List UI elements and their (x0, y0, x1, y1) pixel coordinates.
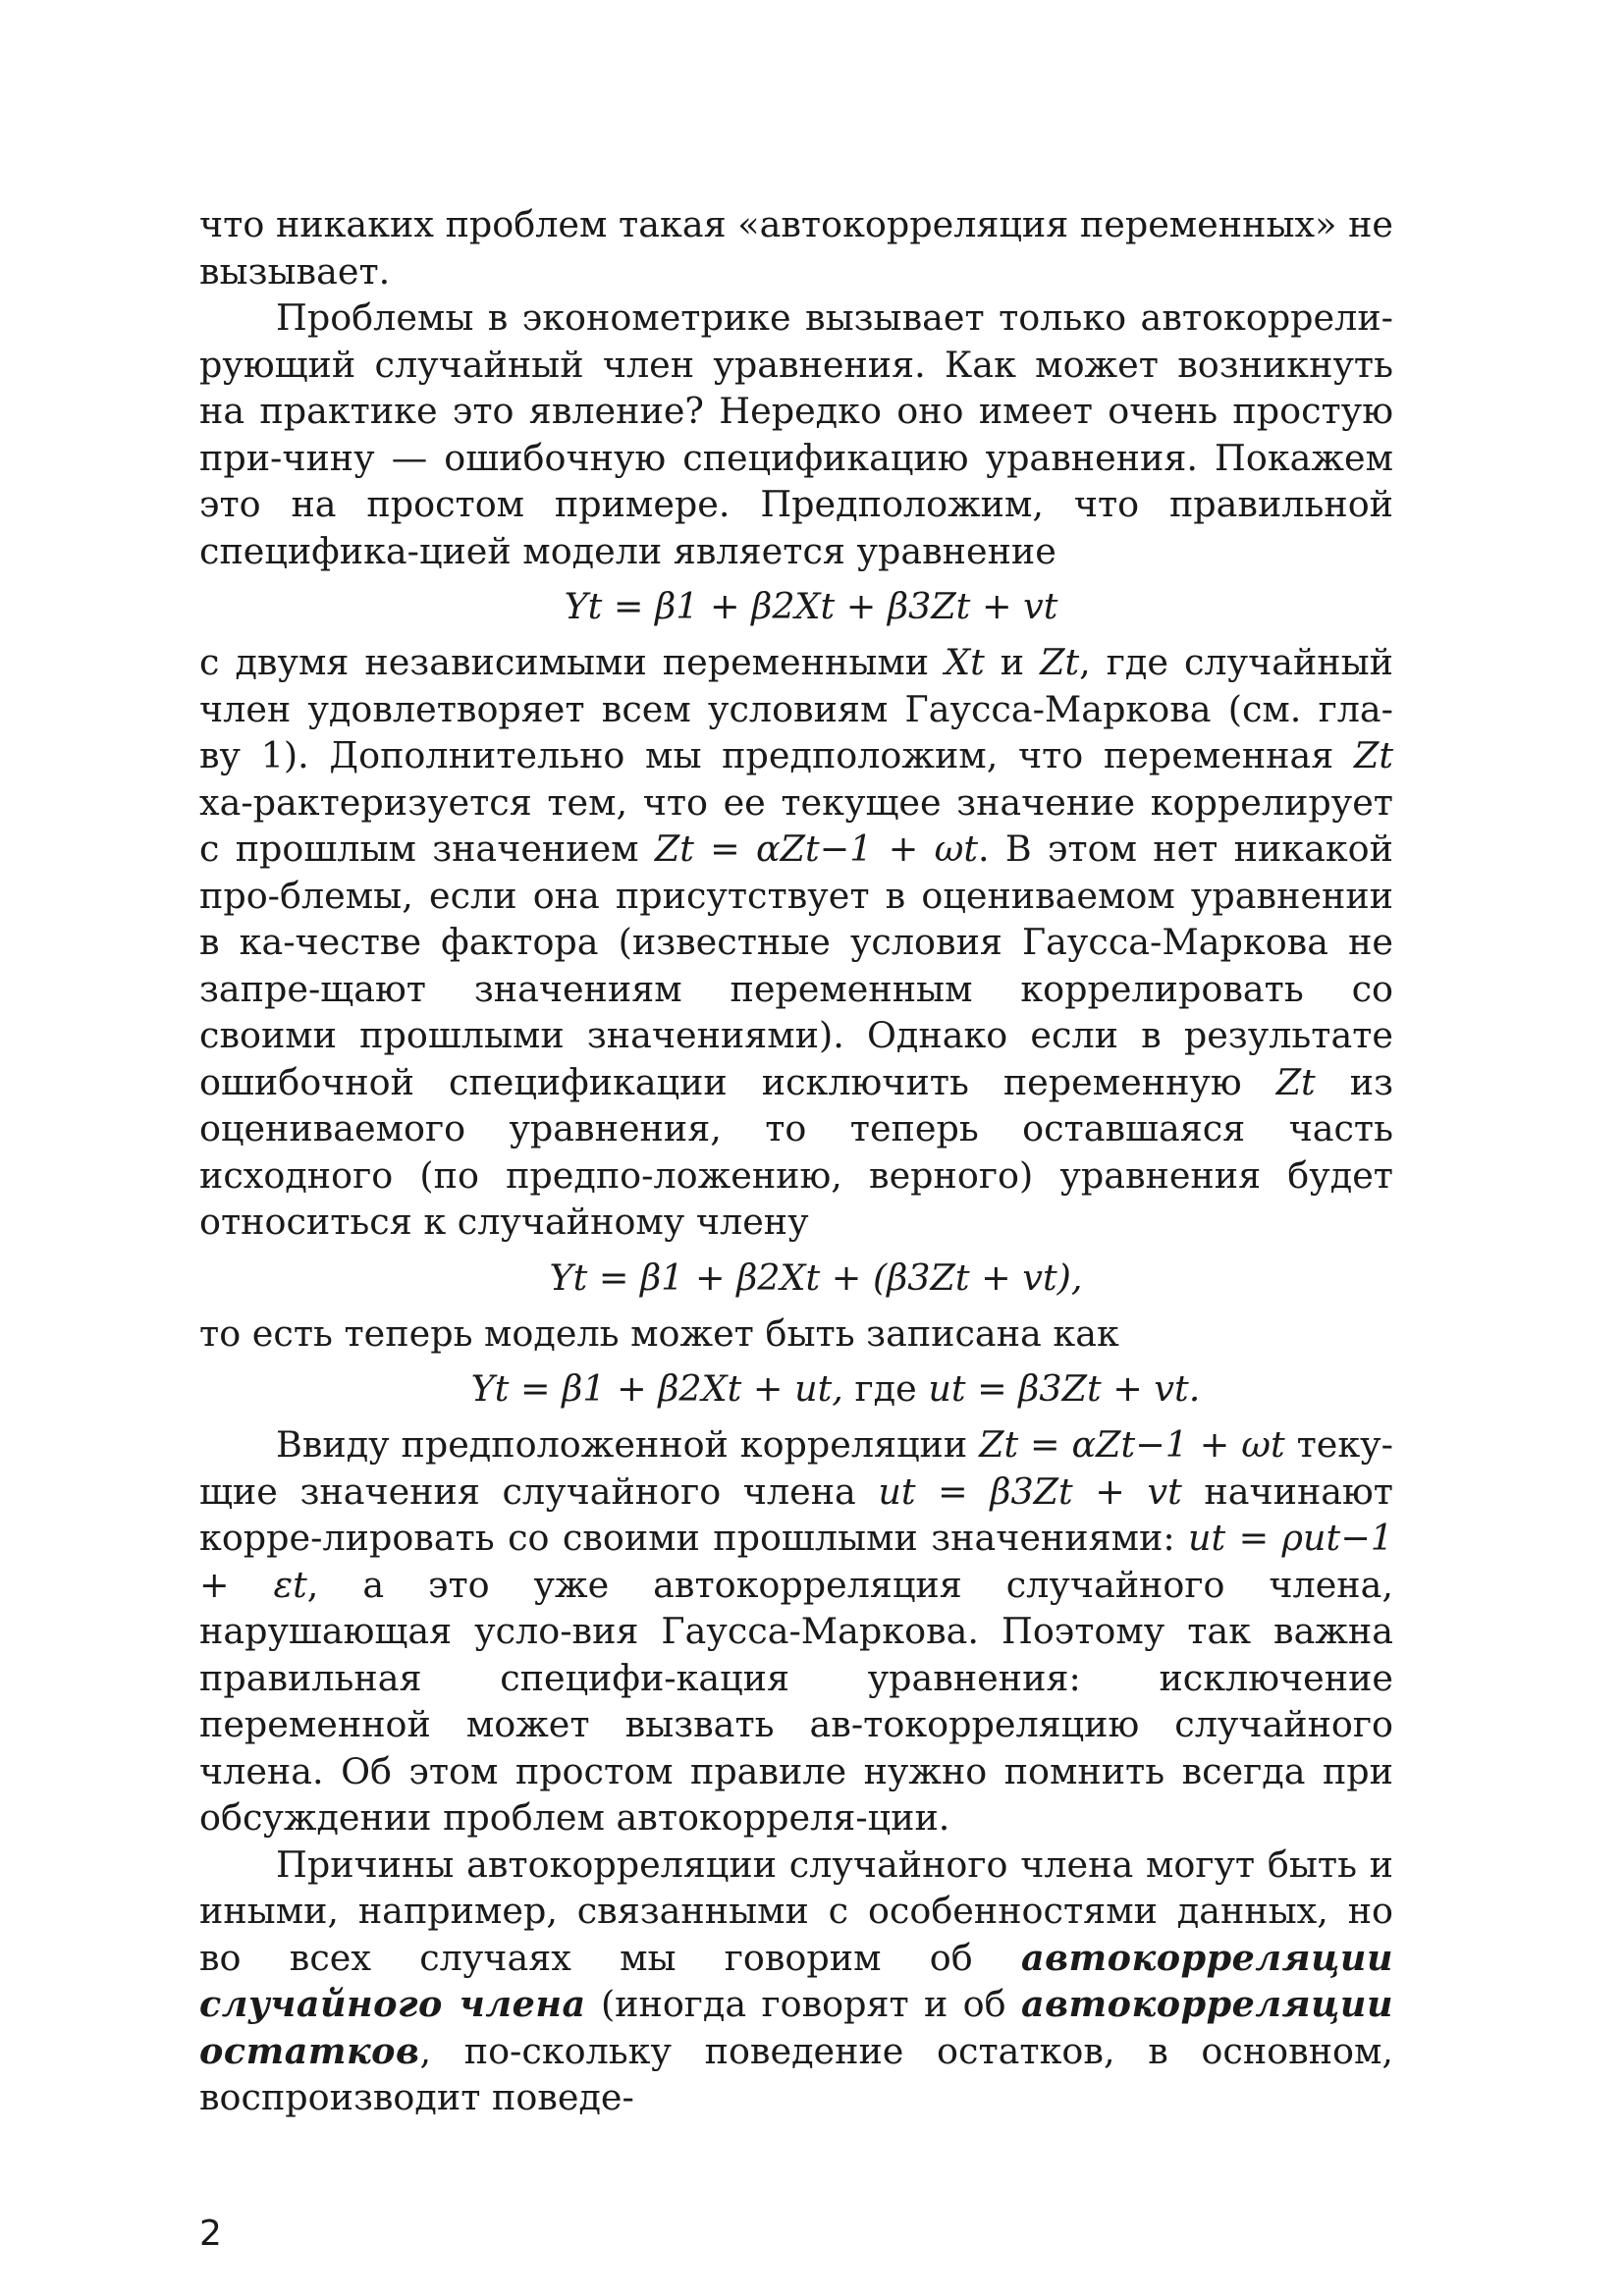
formula-misspecified: Yt = β1 + β2Xt + (β3Zt + vt), (549, 1255, 1083, 1299)
paragraph-1: что никаких проблем такая «автокорреляция переменных» не вызывает. (199, 203, 1393, 293)
paragraph-2: Проблемы в эконометрике вызывает только автокоррели-рующий случайный член уравнения. Как может возникнуть на практике это явление? Нередко оно имеет очень простую при-чину — ошибочную спецификацию уравнения. Покажем это на простом примере. Предположим, что правильной специфика-цией модели является уравнение (199, 296, 1393, 572)
paragraph-5: Ввиду предположенной корреляции Zt = αZt−1 + ωt теку-щие значения случайного члена ut = β3Zt + vt начинают корре-лировать со своими прошлыми значениями: ut = ρut−1 + εt, а это уже автокорреляция случайного члена, нарушающая усло-вия Гаусса-Маркова. Поэтому так важна правильная специфи-кация уравнения: исключение переменной может вызвать ав-токорреляцию случайного члена. Об этом простом правиле нужно помнить всегда при обсуждении проблем автокорреля-ции. (199, 1423, 1393, 1839)
term-autocorrelation-residuals: автокорреляции остатков (199, 1983, 1393, 2072)
symbol-zt-3: Zt (1275, 1060, 1316, 1103)
formula-model: Yt = β1 + β2Xt + β3Zt + vt (564, 585, 1058, 627)
paragraph-3: с двумя независимыми переменными Xt и Zt, где случайный член удовлетворяет всем условиям Гаусса-Маркова (см. гла-ву 1). Дополнительно мы предположим, что переменная Zt ха-рактеризуется тем, что ее текущее значение коррелирует с прошлым значением Zt = αZt−1 + ωt. В этом нет никакой про-блемы, если она присутствует в оцениваемом уравнении в ка-честве фактора (известные условия Гаусса-Маркова не запре-щают значениям переменным коррелировать со своими прошлыми значениями). Однако если в результате ошибочной спецификации исключить переменную Zt из оцениваемого уравнения, то теперь оставшаяся часть исходного (по предпо-ложению, верного) уравнения будет относиться к случайному члену (199, 641, 1393, 1243)
body-text (199, 201, 1393, 2121)
formula-ar-u: ut = ρut−1 + εt (199, 1517, 1393, 1606)
formula-ar-z-2: Zt = αZt−1 + ωt (979, 1423, 1285, 1466)
symbol-xt: Xt (945, 641, 985, 683)
symbol-zt: Zt (1040, 641, 1080, 683)
page-number: 2 (199, 2214, 222, 2254)
paragraph-6: Причины автокорреляции случайного члена могут быть и иными, например, связанными с особенностями данных, но во всех случаях мы говорим об автокорреляции случайного члена (иногда говорят и об автокорреляции остатков, по-скольку поведение остатков, в основном, воспроизводит поведе- (199, 1842, 1393, 2118)
paragraph-4: то есть теперь модель может быть записана как (199, 1311, 1119, 1355)
formula-ar-z: Zt = αZt−1 + ωt (654, 828, 979, 870)
formula-rewritten: Yt = β1 + β2Xt + ut, где ut = β3Zt + vt. (470, 1367, 1201, 1410)
formula-u-def: ut = β3Zt + vt (878, 1469, 1182, 1513)
term-autocorrelation-error: автокорреляции случайного члена (199, 1936, 1393, 2025)
symbol-zt-2: Zt (1353, 734, 1393, 776)
